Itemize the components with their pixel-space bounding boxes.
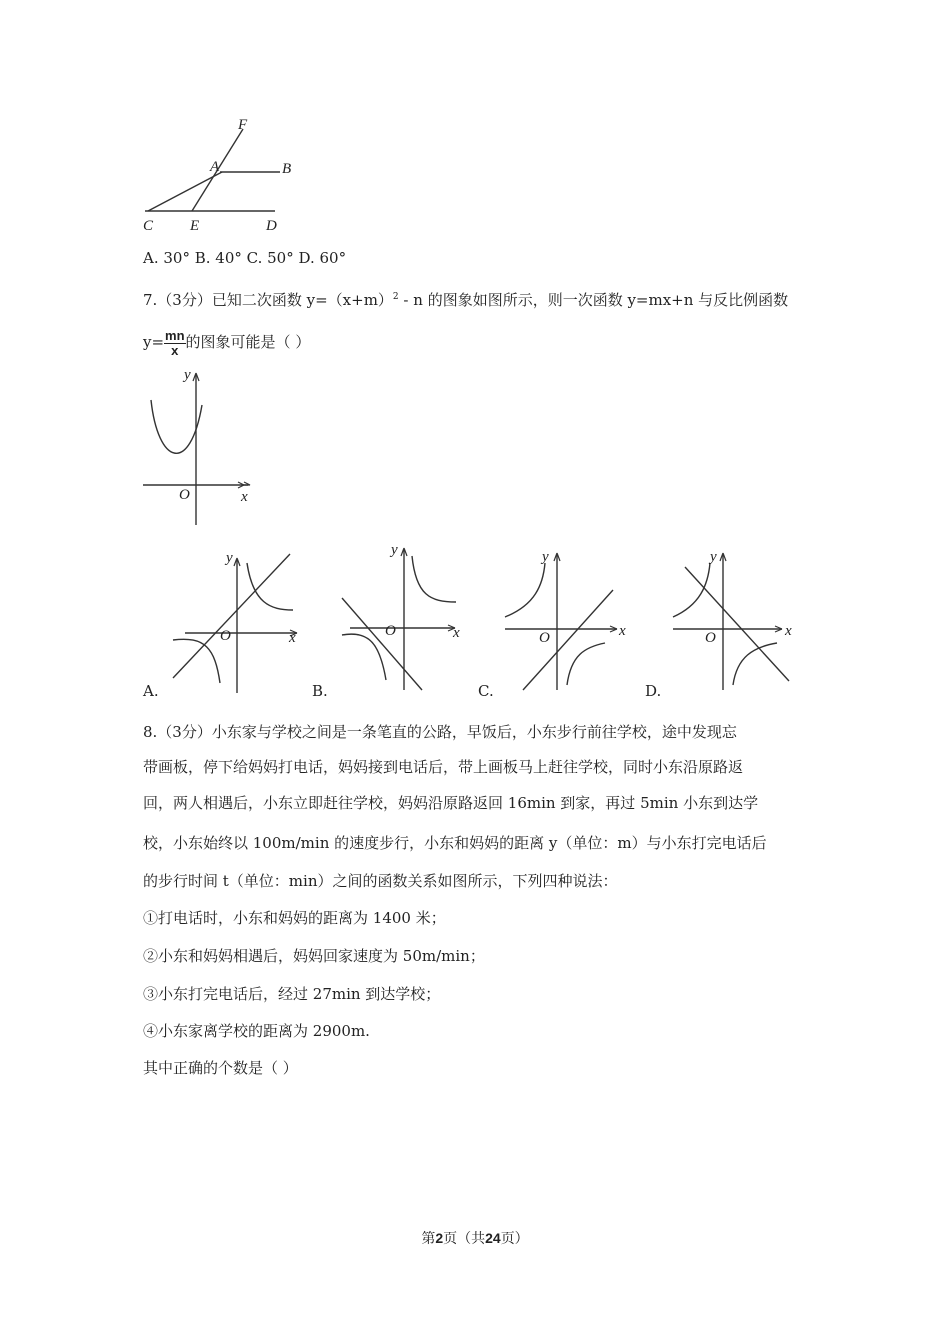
label-D: D (266, 218, 277, 234)
option-a-axis-x: x (289, 630, 296, 646)
q8-line-2: 带画板，停下给妈妈打电话，妈妈接到电话后，带上画板马上赶往学校，同时小东沿原路返 (143, 758, 744, 776)
q7-line1 (143, 287, 788, 310)
q7-text-b: - n 的图象如图所示，则一次函数 y=mx+n 与反比例函数 (398, 291, 789, 309)
q8-statement-2: ②小东和妈妈相遇后，妈妈回家速度为 50m/min； (143, 947, 485, 965)
q7-exponent: 2 (392, 292, 399, 302)
parabola-origin: O (179, 487, 190, 503)
option-d-axis-x: x (785, 623, 792, 639)
footer-suffix: 页） (500, 1231, 529, 1247)
q8-statement-4: ④小东家离学校的距离为 2900m. (143, 1022, 370, 1040)
option-d-graph (665, 545, 810, 695)
q7-text-c: 的图象可能是（ ） (185, 333, 311, 351)
option-a-axis-y: y (226, 550, 233, 566)
q8-line-3: 回，两人相遇后，小东立即赶往学校，妈妈沿原路返回 16min 到家，再过 5min 小东到达学 (143, 794, 759, 812)
option-d-axis-y: y (710, 549, 717, 565)
option-c-graph (495, 545, 640, 695)
q7-y-equals: y= (143, 333, 165, 351)
label-B: B (282, 161, 292, 177)
parabola-axis-x: x (241, 489, 248, 505)
parabola-axis-y: y (184, 367, 191, 383)
q8-prompt: 其中正确的个数是（ ） (143, 1059, 298, 1077)
option-d-label: D. (645, 682, 662, 700)
label-A: A (210, 159, 220, 175)
footer-prefix: 第 (421, 1231, 436, 1247)
footer-middle: 页（共 (443, 1231, 486, 1247)
option-b-origin: O (385, 623, 396, 639)
option-a-origin: O (220, 628, 231, 644)
q6-options: A. 30° B. 40° C. 50° D. 60° (143, 249, 347, 267)
label-C: C (143, 218, 154, 234)
q8-statement-1: ①打电话时，小东和妈妈的距离为 1400 米； (143, 909, 446, 927)
option-c-label: C. (478, 682, 494, 700)
footer-total-pages: 24 (485, 1230, 501, 1246)
q7-line2 (143, 322, 310, 362)
option-c-axis-x: x (619, 623, 626, 639)
option-b-axis-x: x (453, 625, 460, 641)
q7-fraction (164, 329, 186, 358)
q8-statement-3: ③小东打完电话后，经过 27min 到达学校； (143, 985, 441, 1003)
footer-page-number: 2 (435, 1230, 444, 1246)
q8-line-5: 的步行时间 t（单位：min）之间的函数关系如图所示，下列四种说法： (143, 872, 618, 890)
option-c-axis-y: y (542, 549, 549, 565)
option-b-label: B. (312, 682, 328, 700)
page-footer (0, 1228, 950, 1248)
angle-figure (140, 115, 310, 240)
q7-text-a: 7.（3分）已知二次函数 y=（x+m） (143, 291, 393, 309)
label-F: F (238, 117, 248, 133)
option-b-axis-y: y (391, 542, 398, 558)
option-b-graph (330, 540, 475, 695)
label-E: E (190, 218, 200, 234)
option-d-origin: O (705, 630, 716, 646)
q7-frac-num: mn (165, 327, 185, 343)
option-c-origin: O (539, 630, 550, 646)
q8-line-1: 8.（3分）小东家与学校之间是一条笔直的公路，早饭后，小东步行前往学校，途中发现忘 (143, 723, 737, 741)
q8-line-4: 校，小东始终以 100m/min 的速度步行，小东和妈妈的距离 y（单位：m）与小东打完电话后 (143, 834, 767, 852)
option-a-label: A. (143, 682, 159, 700)
parabola-figure (140, 365, 260, 530)
option-a-graph (165, 548, 310, 698)
q7-frac-den: x (171, 342, 179, 358)
